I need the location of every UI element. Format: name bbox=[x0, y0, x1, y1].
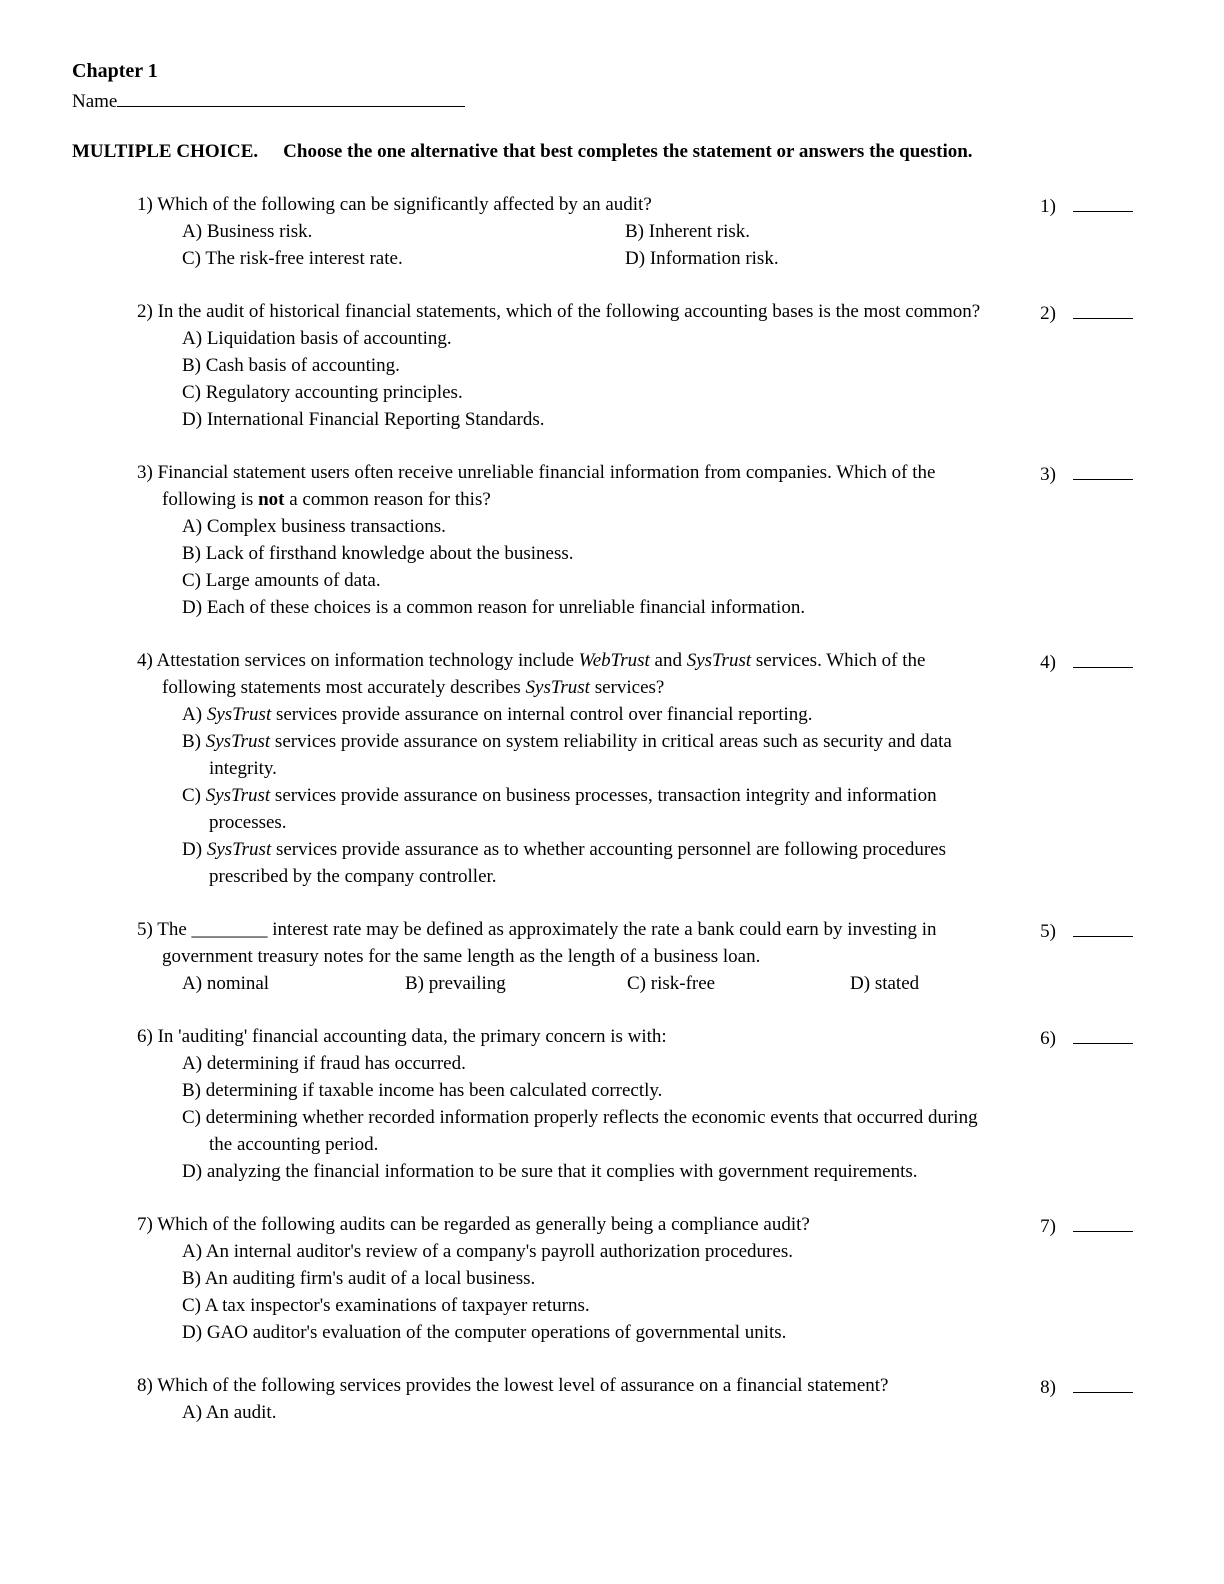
question-main bbox=[137, 191, 992, 272]
option-text bbox=[206, 1241, 793, 1262]
option bbox=[182, 406, 992, 433]
option-letter: C) bbox=[182, 1295, 205, 1316]
question-number: 3) bbox=[137, 462, 158, 483]
option-letter: D) bbox=[182, 1161, 207, 1182]
option-letter: B) bbox=[182, 731, 206, 752]
text-segment: Regulatory accounting principles. bbox=[205, 382, 463, 403]
option-text bbox=[207, 839, 946, 887]
option-text bbox=[206, 1402, 277, 1423]
questions bbox=[72, 191, 1133, 1426]
question-text bbox=[137, 1211, 992, 1238]
name-label: Name bbox=[72, 91, 118, 112]
answer-slot bbox=[1040, 459, 1133, 488]
section-heading-instruction: Choose the one alternative that best completes the statement or answers the question. bbox=[283, 141, 973, 162]
option bbox=[182, 728, 992, 782]
option-letter: B) bbox=[182, 543, 206, 564]
question-text bbox=[137, 916, 992, 970]
option-letter: D) bbox=[182, 839, 207, 860]
option-text bbox=[207, 1161, 918, 1182]
option-letter: D) bbox=[182, 1322, 207, 1343]
question-main bbox=[137, 459, 992, 621]
option-text bbox=[650, 248, 779, 269]
text-segment: stated bbox=[874, 973, 920, 994]
option-letter: B) bbox=[182, 355, 206, 376]
text-segment: Financial statement users often receive unreliable financial information from companies. Which of the following is bbox=[157, 462, 936, 510]
option-letter: A) bbox=[182, 1241, 206, 1262]
answer-number: 4) bbox=[1040, 652, 1056, 673]
answer-blank-line bbox=[1073, 459, 1133, 480]
text-segment: An audit. bbox=[205, 1402, 277, 1423]
option-text bbox=[207, 597, 805, 618]
option bbox=[625, 245, 992, 272]
text-segment: Which of the following services provides the lowest level of assurance on a financial statement? bbox=[157, 1375, 889, 1396]
question-number: 7) bbox=[137, 1214, 158, 1235]
option-text bbox=[207, 973, 269, 994]
option-text bbox=[875, 973, 919, 994]
option-text bbox=[207, 221, 313, 242]
option-letter: A) bbox=[182, 973, 207, 994]
options-list bbox=[137, 1050, 992, 1185]
answer-blank-line bbox=[1073, 647, 1133, 668]
text-segment: In the audit of historical financial statements, which of the following accounting bases is the most common? bbox=[157, 301, 981, 322]
option-text bbox=[206, 1107, 978, 1155]
question-number: 8) bbox=[137, 1375, 158, 1396]
option-letter: A) bbox=[182, 704, 207, 725]
answer-slot bbox=[1040, 1023, 1133, 1052]
text-segment: Cash basis of accounting. bbox=[205, 355, 400, 376]
answer-slot bbox=[1040, 647, 1133, 676]
option bbox=[182, 594, 992, 621]
text-segment: services. Which of the following statements most accurately describes bbox=[162, 650, 926, 698]
question bbox=[72, 191, 1133, 272]
option-letter: A) bbox=[182, 1402, 206, 1423]
question bbox=[72, 916, 1133, 997]
question-number: 5) bbox=[137, 919, 158, 940]
question bbox=[72, 647, 1133, 890]
option bbox=[182, 379, 992, 406]
answer-slot bbox=[1040, 1211, 1133, 1240]
text-segment: SysTrust bbox=[206, 704, 272, 725]
options-list bbox=[137, 513, 992, 621]
option-letter: C) bbox=[182, 248, 206, 269]
option bbox=[627, 970, 850, 997]
text-segment: prevailing bbox=[428, 973, 506, 994]
section-heading bbox=[72, 138, 1133, 165]
option-text bbox=[207, 1053, 466, 1074]
text-segment: SysTrust bbox=[686, 650, 752, 671]
answer-blank-line bbox=[1073, 191, 1133, 212]
text-segment: Business risk. bbox=[206, 221, 313, 242]
text-segment: Lack of firsthand knowledge about the business. bbox=[205, 543, 574, 564]
option-letter: C) bbox=[182, 1107, 206, 1128]
name-row bbox=[72, 87, 1133, 115]
option-letter: B) bbox=[182, 1268, 205, 1289]
options-list bbox=[137, 1399, 992, 1426]
option-text bbox=[205, 1295, 590, 1316]
question-number: 4) bbox=[137, 650, 157, 671]
text-segment: not bbox=[258, 489, 285, 510]
question-text bbox=[137, 191, 992, 218]
answer-number: 1) bbox=[1040, 196, 1056, 217]
question bbox=[72, 1211, 1133, 1346]
text-segment: services provide assurance on system reliability in critical areas such as security and data integrity. bbox=[209, 731, 952, 779]
text-segment: In 'auditing' financial accounting data, the primary concern is with: bbox=[157, 1026, 667, 1047]
text-segment: Complex business transactions. bbox=[206, 516, 446, 537]
option-letter: D) bbox=[625, 248, 650, 269]
option-text bbox=[207, 1322, 787, 1343]
option-letter: A) bbox=[182, 516, 207, 537]
option-text bbox=[207, 409, 545, 430]
text-segment: a common reason for this? bbox=[284, 489, 491, 510]
option-letter: B) bbox=[625, 221, 649, 242]
text-segment: GAO auditor's evaluation of the computer operations of governmental units. bbox=[206, 1322, 787, 1343]
option-text bbox=[649, 221, 750, 242]
option-text bbox=[206, 785, 937, 833]
text-segment: Which of the following can be significantly affected by an audit? bbox=[157, 194, 652, 215]
option-text bbox=[429, 973, 506, 994]
text-segment: SysTrust bbox=[525, 677, 590, 698]
question-main bbox=[137, 1023, 992, 1185]
question-main bbox=[137, 916, 992, 997]
question-main bbox=[137, 1211, 992, 1346]
option-letter: A) bbox=[182, 328, 207, 349]
text-segment: SysTrust bbox=[205, 731, 271, 752]
answer-blank-line bbox=[1073, 1372, 1133, 1393]
answer-blank-line bbox=[1073, 298, 1133, 319]
option-text bbox=[205, 1268, 536, 1289]
option bbox=[850, 970, 992, 997]
option-letter: A) bbox=[182, 1053, 207, 1074]
text-segment: and bbox=[649, 650, 687, 671]
option bbox=[182, 540, 992, 567]
answer-slot bbox=[1040, 1372, 1133, 1401]
option bbox=[182, 1292, 992, 1319]
question-text bbox=[137, 459, 992, 513]
answer-number: 8) bbox=[1040, 1377, 1056, 1398]
answer-blank-line bbox=[1073, 916, 1133, 937]
answer-slot bbox=[1040, 916, 1133, 945]
question bbox=[72, 1372, 1133, 1426]
text-segment: services provide assurance on internal control over financial reporting. bbox=[271, 704, 813, 725]
option-letter: C) bbox=[182, 382, 206, 403]
option-letter: C) bbox=[627, 973, 651, 994]
option bbox=[182, 701, 992, 728]
chapter-title: Chapter 1 bbox=[72, 60, 158, 82]
answer-number: 5) bbox=[1040, 921, 1056, 942]
option-letter: C) bbox=[182, 570, 206, 591]
question-number: 2) bbox=[137, 301, 158, 322]
option bbox=[182, 218, 625, 245]
text-segment: Inherent risk. bbox=[648, 221, 751, 242]
question-number: 1) bbox=[137, 194, 158, 215]
option bbox=[182, 1265, 992, 1292]
answer-slot bbox=[1040, 298, 1133, 327]
option bbox=[182, 245, 625, 272]
option bbox=[405, 970, 627, 997]
option-text bbox=[206, 382, 463, 403]
text-segment: A tax inspector's examinations of taxpayer returns. bbox=[204, 1295, 590, 1316]
text-segment: analyzing the financial information to be sure that it complies with government requirements. bbox=[206, 1161, 918, 1182]
answer-slot bbox=[1040, 191, 1133, 220]
options-list bbox=[137, 701, 992, 890]
option bbox=[182, 1158, 992, 1185]
question bbox=[72, 459, 1133, 621]
option bbox=[182, 1050, 992, 1077]
option bbox=[182, 1399, 992, 1426]
text-segment: services? bbox=[589, 677, 665, 698]
option-text bbox=[206, 570, 381, 591]
answer-blank-line bbox=[1073, 1023, 1133, 1044]
option-letter: B) bbox=[182, 1080, 206, 1101]
name-blank-line bbox=[117, 87, 465, 107]
text-segment: determining if taxable income has been calculated correctly. bbox=[205, 1080, 663, 1101]
option-letter: A) bbox=[182, 221, 207, 242]
question-text bbox=[137, 647, 992, 701]
question-main bbox=[137, 647, 992, 890]
text-segment: An auditing firm's audit of a local business. bbox=[204, 1268, 536, 1289]
header bbox=[72, 58, 1133, 115]
text-segment: International Financial Reporting Standards. bbox=[206, 409, 545, 430]
answer-number: 6) bbox=[1040, 1028, 1056, 1049]
answer-number: 7) bbox=[1040, 1216, 1056, 1237]
question-number: 6) bbox=[137, 1026, 158, 1047]
text-segment: Large amounts of data. bbox=[205, 570, 381, 591]
option-letter: D) bbox=[182, 597, 207, 618]
options-list bbox=[137, 218, 992, 272]
question bbox=[72, 1023, 1133, 1185]
answer-number: 3) bbox=[1040, 464, 1056, 485]
answer-blank-line bbox=[1073, 1211, 1133, 1232]
text-segment: WebTrust bbox=[578, 650, 650, 671]
option-letter: C) bbox=[182, 785, 206, 806]
text-segment: SysTrust bbox=[205, 785, 271, 806]
text-segment: determining if fraud has occurred. bbox=[206, 1053, 466, 1074]
text-segment: Which of the following audits can be regarded as generally being a compliance audit? bbox=[157, 1214, 810, 1235]
option-letter: D) bbox=[182, 409, 207, 430]
question-main bbox=[137, 298, 992, 433]
section-heading-lead: MULTIPLE CHOICE. bbox=[72, 141, 259, 162]
option-letter: B) bbox=[405, 973, 429, 994]
option bbox=[182, 1319, 992, 1346]
option bbox=[182, 782, 992, 836]
option bbox=[182, 325, 992, 352]
answer-number: 2) bbox=[1040, 303, 1056, 324]
options-list bbox=[137, 1238, 992, 1346]
question-text bbox=[137, 1372, 992, 1399]
text-segment: SysTrust bbox=[206, 839, 272, 860]
option-text bbox=[205, 248, 402, 269]
option-text bbox=[651, 973, 715, 994]
text-segment: services provide assurance as to whether accounting personnel are following procedures prescribed by the company controller. bbox=[209, 839, 947, 887]
text-segment: risk-free bbox=[650, 973, 716, 994]
options-list bbox=[137, 325, 992, 433]
question-text bbox=[137, 1023, 992, 1050]
option bbox=[182, 1104, 992, 1158]
option-text bbox=[207, 328, 452, 349]
text-segment: The ________ interest rate may be defined as approximately the rate a bank could earn by investing in government treasury notes for the same length as the length of a business loan. bbox=[157, 919, 937, 967]
text-segment: Information risk. bbox=[649, 248, 779, 269]
text-segment: nominal bbox=[206, 973, 270, 994]
options-list bbox=[137, 970, 992, 997]
option bbox=[182, 1077, 992, 1104]
option bbox=[182, 513, 992, 540]
question-main bbox=[137, 1372, 992, 1426]
text-segment: determining whether recorded information properly reflects the economic events that occurred during the accounting period. bbox=[205, 1107, 978, 1155]
option-text bbox=[207, 516, 446, 537]
option-text bbox=[206, 355, 400, 376]
option bbox=[182, 836, 992, 890]
question bbox=[72, 298, 1133, 433]
text-segment: Each of these choices is a common reason for unreliable financial information. bbox=[206, 597, 806, 618]
text-segment: An internal auditor's review of a company's payroll authorization procedures. bbox=[205, 1241, 793, 1262]
option-text bbox=[206, 1080, 663, 1101]
option-text bbox=[206, 731, 952, 779]
text-segment: Attestation services on information technology include bbox=[156, 650, 579, 671]
text-segment: Liquidation basis of accounting. bbox=[206, 328, 452, 349]
option bbox=[182, 1238, 992, 1265]
text-segment: services provide assurance on business processes, transaction integrity and information processes. bbox=[209, 785, 937, 833]
question-text bbox=[137, 298, 992, 325]
option bbox=[182, 970, 405, 997]
option bbox=[625, 218, 992, 245]
option-letter: D) bbox=[850, 973, 875, 994]
option bbox=[182, 567, 992, 594]
option-text bbox=[206, 543, 574, 564]
option bbox=[182, 352, 992, 379]
text-segment: The risk-free interest rate. bbox=[205, 248, 403, 269]
option-text bbox=[207, 704, 813, 725]
